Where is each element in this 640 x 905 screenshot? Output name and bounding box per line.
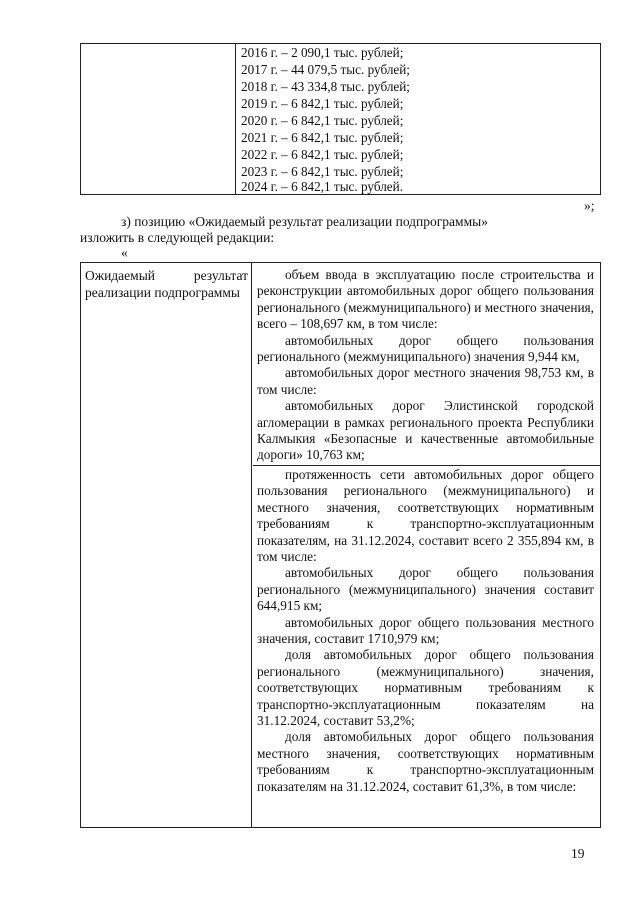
result-paragraph: доля автомобильных дорог общего пользования регионального (межмуниципального) значения, соответствующих нормативным требованиям к транспортно-эксплуатационным показателям на 31.12.2024, составит 53,2%; [257,647,594,728]
expected-result-label-cell [81,263,252,827]
funding-line: 2024 г. – 6 842,1 тыс. рублей. [241,179,404,194]
expected-result-content-cell [253,263,600,827]
page-number: 19 [571,846,585,861]
funding-table-left-cell [81,44,236,194]
expected-result-label [85,267,248,301]
funding-line: 2021 г. – 6 842,1 тыс. рублей; [241,130,404,145]
funding-line: 2022 г. – 6 842,1 тыс. рублей; [241,147,404,162]
amendment-paragraph: з) позицию «Ожидаемый результат реализации подпрограммы» [121,214,488,229]
label-line: Ожидаемый результат [85,268,248,283]
result-paragraph: протяженность сети автомобильных дорог общего пользования регионального (межмуниципального) и местного значения, соответствующих нормативным требованиям к транспортно-эксплуатационным показателям, на 31.12.2024, составит всего 2 355,894 км, в том числе: [253,465,600,565]
funding-line: 2020 г. – 6 842,1 тыс. рублей; [241,113,404,128]
result-paragraph: автомобильных дорог общего пользования местного значения, составит 1710,979 км; [257,614,594,646]
opening-quote-mark: « [121,245,128,260]
result-paragraph: доля автомобильных дорог общего пользования местного значения, соответствующих нормативным требованиям к транспортно-эксплуатационным показателям на 31.12.2024, составит 61,3%, в том числе: [257,729,594,794]
result-paragraph: автомобильных дорог общего пользования регионального (межмуниципального) значения 9,944 км, [257,332,594,365]
amendment-paragraph-continuation: изложить в следующей редакции: [80,230,275,245]
result-paragraph: автомобильных дорог общего пользования регионального (межмуниципального) значения составит 644,915 км; [257,565,594,614]
expected-result-table [80,262,601,828]
funding-line: 2016 г. – 2 090,1 тыс. рублей; [241,45,404,60]
funding-line: 2023 г. – 6 842,1 тыс. рублей; [241,164,404,179]
funding-line: 2019 г. – 6 842,1 тыс. рублей; [241,96,404,111]
label-line: реализации подпрограммы [85,285,240,300]
funding-line: 2017 г. – 44 079,5 тыс. рублей; [241,62,410,77]
funding-table-right-cell [237,44,600,194]
closing-quote-mark: »; [584,198,595,213]
result-paragraph: объем ввода в эксплуатацию после строительства и реконструкции автомобильных дорог общего пользования регионального (межмуниципального) и местного значения, всего – 108,697 км, в том числе: [257,267,594,332]
funding-table [80,43,601,195]
result-paragraph: автомобильных дорог Элистинской городской агломерации в рамках регионального проекта Республики Калмыкия «Безопасные и качественные автомобильные дороги» 10,763 км; [257,398,594,463]
funding-line: 2018 г. – 43 334,8 тыс. рублей; [241,79,410,94]
result-paragraph: автомобильных дорог местного значения 98,753 км, в том числе: [257,365,594,397]
